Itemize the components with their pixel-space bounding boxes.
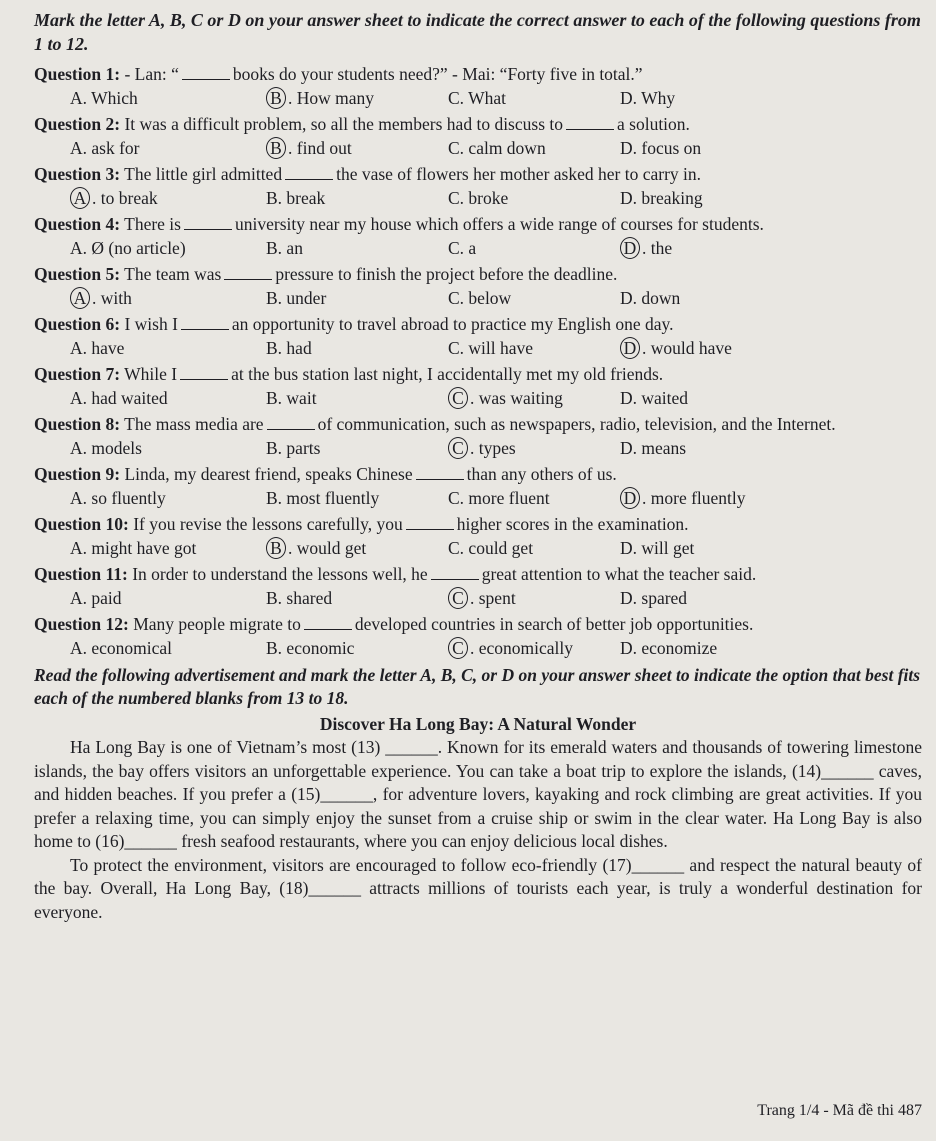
answer-options [34,586,922,610]
circled-mark: B [266,137,286,159]
option-b[interactable]: B. break [266,188,326,208]
option-b[interactable]: B. shared [266,588,333,608]
question-stem [34,212,922,236]
question-text-before: It was a difficult problem, so all the members had to discuss to [124,114,563,134]
question-text-after: an opportunity to travel abroad to practice my English one day. [231,314,674,334]
circled-mark: B [266,537,286,559]
answer-blank [267,415,315,430]
option-d[interactable]: D. will get [620,538,695,558]
question-text-after: pressure to finish the project before the deadline. [275,264,618,284]
question-text-before: There is [124,214,181,234]
answer-blank [431,565,479,580]
option-a[interactable]: A. models [70,438,142,458]
option-a[interactable]: A. might have got [70,538,197,558]
answer-blank [181,315,229,330]
answer-options [34,636,922,660]
option-d[interactable]: D . would have [620,336,820,360]
question-text-after: developed countries in search of better job opportunities. [354,614,754,634]
option-c[interactable]: C. could get [448,538,534,558]
option-a[interactable]: A. Ø (no article) [70,238,186,258]
answer-options [34,136,922,160]
question-text-after: a solution. [617,114,690,134]
passage-paragraph-2: To protect the environment, visitors are encouraged to follow eco-friendly (17)______ and respect the natural beauty of the bay. Overall, Ha Long Bay, (18)______ attracts millions of tourists each year, is truly a wonderful destination for everyone. [34,854,922,922]
question-7 [34,362,922,410]
question-text-before: If you revise the lessons carefully, you [133,514,403,534]
circled-mark: C [448,587,468,609]
question-number: Question 4: [34,214,121,234]
answer-blank [180,365,228,380]
option-a[interactable]: A . to break [70,186,266,210]
question-number: Question 7: [34,364,121,384]
answer-options [34,436,922,460]
answer-options [34,286,922,310]
circled-mark: D [620,237,640,259]
question-text-before: In order to understand the lessons well, he [132,564,428,584]
option-c[interactable]: C. a [448,238,477,258]
question-number: Question 2: [34,114,121,134]
answer-options [34,86,922,110]
option-d[interactable]: D. economize [620,638,718,658]
question-text-after: higher scores in the examination. [456,514,689,534]
option-a[interactable]: A. paid [70,588,122,608]
option-d[interactable]: D. means [620,438,687,458]
circled-mark: B [266,87,286,109]
question-4 [34,212,922,260]
question-number: Question 9: [34,464,121,484]
answer-options [34,336,922,360]
question-stem [34,262,922,286]
question-text-before: The team was [124,264,222,284]
option-b[interactable]: B. parts [266,438,321,458]
question-stem [34,612,922,636]
option-c[interactable]: C. broke [448,188,509,208]
option-b[interactable]: B. wait [266,388,317,408]
question-text-before: The mass media are [124,414,264,434]
option-a[interactable]: A. have [70,338,125,358]
circled-mark: C [448,637,468,659]
circled-mark: D [620,487,640,509]
question-text-after: the vase of flowers her mother asked her to carry in. [336,164,702,184]
question-number: Question 10: [34,514,129,534]
option-d[interactable]: D . the [620,236,820,260]
question-text-after: books do your students need?” - Mai: “Forty five in total.” [232,64,643,84]
option-c[interactable]: C . spent [448,586,620,610]
option-a[interactable]: A . with [70,286,266,310]
question-number: Question 6: [34,314,121,334]
question-3 [34,162,922,210]
circled-mark: D [620,337,640,359]
option-c[interactable]: C. more fluent [448,488,550,508]
option-c[interactable]: C. below [448,288,512,308]
question-6 [34,312,922,360]
question-12 [34,612,922,660]
question-9 [34,462,922,510]
option-c[interactable]: C . economically [448,636,620,660]
circled-mark: A [70,187,90,209]
question-stem [34,362,922,386]
option-a[interactable]: A. ask for [70,138,140,158]
option-b[interactable]: B. had [266,338,312,358]
question-text-after: of communication, such as newspapers, radio, television, and the Internet. [317,414,836,434]
circled-mark: C [448,437,468,459]
answer-blank [416,465,464,480]
passage-paragraph-1: Ha Long Bay is one of Vietnam’s most (13) ______. Known for its emerald waters and thousands of towering limestone islands, the bay offers visitors an unforgettable experience. You can take a boat trip to explore the islands, (14)______ caves, and hidden beaches. If you prefer a (15)______, for adventure lovers, kayaking and rock climbing are great activities. If you prefer a relaxing time, you can simply enjoy the sunset from a cruise ship or swim in the clear water. Ha Long Bay is also home to (16)______ fresh seafood restaurants, where you can enjoy delicious local dishes. [34,737,922,851]
option-a[interactable]: A. Which [70,88,138,108]
question-number: Question 1: [34,64,121,84]
question-text-before: While I [124,364,178,384]
page-footer: Trang 1/4 - Mã đề thi 487 [757,1102,922,1119]
answer-blank [224,265,272,280]
question-stem [34,312,922,336]
option-c[interactable]: C. What [448,88,507,108]
answer-options [34,186,922,210]
option-d[interactable]: D. breaking [620,188,703,208]
option-b[interactable]: B . How many [266,86,448,110]
question-11 [34,562,922,610]
question-number: Question 3: [34,164,121,184]
option-a[interactable]: A. so fluently [70,488,166,508]
option-b[interactable]: B. an [266,238,303,258]
answer-options [34,236,922,260]
question-number: Question 12: [34,614,129,634]
question-number: Question 11: [34,564,128,584]
option-c[interactable]: C. calm down [448,138,546,158]
option-d[interactable]: D. Why [620,88,676,108]
question-stem [34,62,922,86]
answer-blank [406,515,454,530]
question-stem [34,562,922,586]
question-1 [34,62,922,110]
question-text-after: great attention to what the teacher said. [481,564,757,584]
answer-blank [566,115,614,130]
question-text-before: Many people migrate to [133,614,301,634]
question-text-before: I wish I [124,314,178,334]
option-a[interactable]: A. had waited [70,388,168,408]
option-c[interactable]: C . was waiting [448,386,620,410]
answer-blank [184,215,232,230]
option-c[interactable]: C . types [448,436,620,460]
option-d[interactable]: D. focus on [620,138,702,158]
question-stem [34,162,922,186]
circled-mark: A [70,287,90,309]
question-stem [34,112,922,136]
question-stem [34,462,922,486]
question-2 [34,112,922,160]
option-a[interactable]: A. economical [70,638,173,658]
question-5 [34,262,922,310]
question-text-after: than any others of us. [466,464,617,484]
question-text-before: The little girl admitted [124,164,283,184]
option-b[interactable]: B. under [266,288,327,308]
option-d[interactable]: D. spared [620,588,688,608]
option-d[interactable]: D. down [620,288,681,308]
question-stem [34,412,922,436]
option-c[interactable]: C. will have [448,338,534,358]
option-b[interactable]: B . find out [266,136,448,160]
question-10 [34,512,922,560]
question-text-before: - Lan: “ [124,64,179,84]
question-number: Question 5: [34,264,121,284]
answer-blank [304,615,352,630]
option-d[interactable]: D. waited [620,388,689,408]
answer-options [34,536,922,560]
question-number: Question 8: [34,414,121,434]
option-b[interactable]: B. economic [266,638,355,658]
option-b[interactable]: B . would get [266,536,448,560]
question-text-after: university near my house which offers a wide range of courses for students. [234,214,764,234]
question-text-before: Linda, my dearest friend, speaks Chinese [124,464,413,484]
advertisement-title: Discover Ha Long Bay: A Natural Wonder [319,714,637,734]
question-stem [34,512,922,536]
advertisement-passage [34,736,922,924]
answer-blank [182,65,230,80]
option-d[interactable]: D . more fluently [620,486,820,510]
section2-instruction: Read the following advertisement and mark the letter A, B, C, or D on your answer sheet to indicate the option that best fits each of the numbered blanks from 13 to 18. [34,665,921,708]
question-list [34,62,922,660]
answer-options [34,386,922,410]
section1-instruction: Mark the letter A, B, C or D on your answer sheet to indicate the correct answer to each of the following questions from 1 to 12. [34,10,921,54]
option-b[interactable]: B. most fluently [266,488,380,508]
question-text-after: at the bus station last night, I accidentally met my old friends. [231,364,664,384]
answer-options [34,486,922,510]
answer-blank [285,165,333,180]
circled-mark: C [448,387,468,409]
question-8 [34,412,922,460]
